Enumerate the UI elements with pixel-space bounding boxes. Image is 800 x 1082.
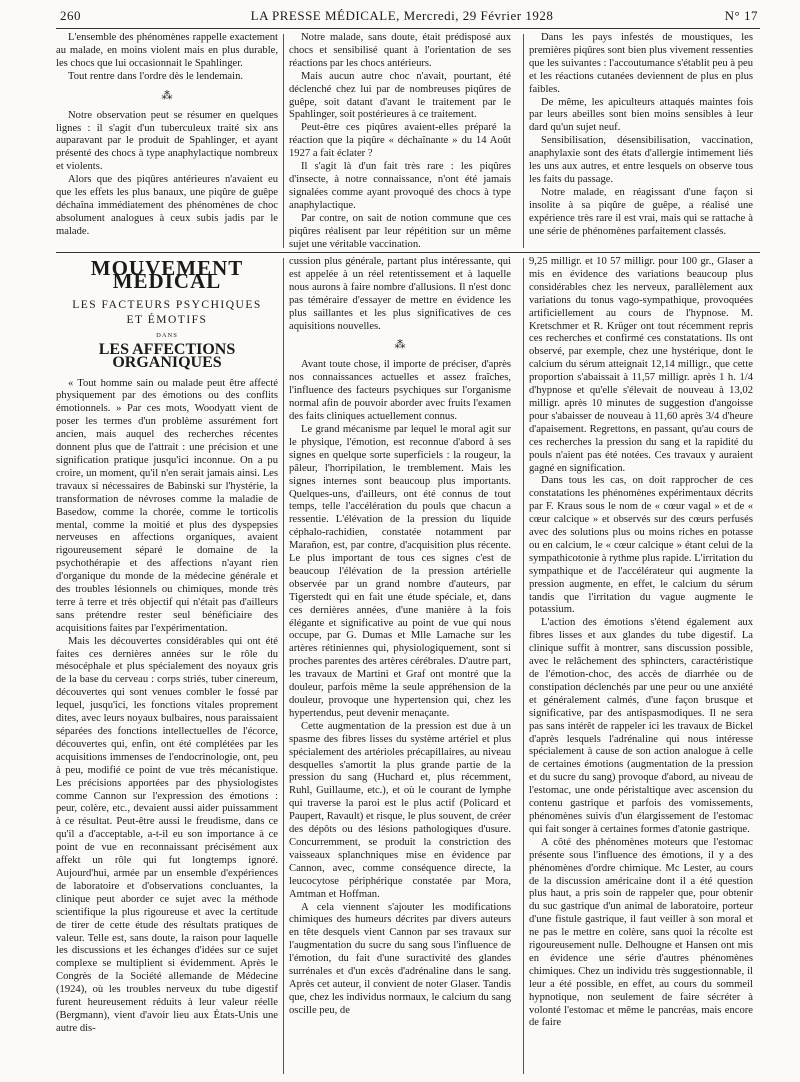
top-right-column (529, 32, 753, 239)
paragraph: 9,25 milligr. et 10 57 milligr. pour 100 gr., Glaser a mis en évidence des variations beaucoup plus considérables chez les nerveux, parallèlement aux variations du tonus vago-sympathique, provoquées artificiellement au cours de l'hypnose. M. Kretschmer et R. Krüger ont tout récemment repris ces recherches et confirmé ces constatations. Ils ont observé, par exemple, chez une hystérique, dont le calcium du sérum atteignait 12,14 milligr., que cette proportion s'abaissait à 11,57 milligr. après 1 h. 1/4 d'hypnose et qu'elle s'élevait de nouveau à 13,02 milligr. après 10 minutes de suggestion d'angoisse pour s'abaisser de nouveau à 11,60 après 3/4 d'heure d'apaisement. Regrettons, en passant, qu'au cours de ces recherches la pression du sang et la rapidité du pouls n'aient pas été notées. Ces travaux y auraient gagné en signification. (529, 256, 753, 474)
paragraph: Dans les pays infestés de moustiques, les premières piqûres sont bien plus vivement ressenties que les suivantes : l'accoutumance s'établit peu à peu et les réactions cutanées deviennent de plus en plus faibles. (529, 32, 753, 95)
paragraph: Notre malade, sans doute, était prédisposé aux chocs et sensibilisé quant à l'orientation de ses réactions par les chocs antérieurs. (289, 32, 511, 69)
paragraph: Peut-être ces piqûres avaient-elles préparé la réaction que la piqûre « déchaînante » du 14 Août 1927 a fait éclater ? (289, 122, 511, 160)
section-separator: ⁂ (394, 339, 406, 352)
paragraph: Notre observation peut se résumer en quelques lignes : il s'agit d'un tuberculeux traité six ans auparavant par le produit de Spahlinger, et ayant présenté des chocs à type anaphylactique nombreux et violents. (56, 109, 278, 173)
paragraph: Notre malade, en réagissant d'une façon si insolite à sa piqûre de guêpe, a réalisé une expérience très rare il est vrai, mais qui se rattache à une série de phénomènes parfaitement classés. (529, 186, 753, 237)
running-header (46, 8, 758, 26)
paragraph: « Tout homme sain ou malade peut être affecté physiquement par des émotions ou des conflits émotionnels. » Par ces mots, Woodyatt vient de poser les termes d'un problème assurément fort ancien, mais auquel des recherches récentes donnent plus que de l'attrait : une précision et une signification pratique jusqu'ici inconnue. On a pu croire, un moment, qu'il n'en serait jamais ainsi. Les travaux si nécessaires de Babinski sur l'hystérie, la transformation de névroses comme la maladie de Basedow, comme la chorée, comme le torticolis mental, comme la moitié et plus des dyspepsies nerveuses en affections organiques, avaient rigoureusement séparé le domaine de la psychothérapie et des affections n'ayant rien d'organique du monde de la médecine générale et des troubles lésionnels ou chimiques, monde très terre à terre et très objectif qui n'était pas d'ailleurs sans prétendre rester seul bénéficiaire des acquisitions faites par l'expérimentation. (56, 377, 278, 634)
column-divider (283, 258, 284, 1074)
top-left-column (56, 32, 278, 239)
article-title-line-1: LES FACTEURS PSYCHIQUES (72, 298, 262, 311)
bottom-middle-column (289, 256, 511, 1018)
paragraph: Par contre, on sait de notion commune que ces piqûres réalisent par leur répétition sur un même sujet une véritable vaccination. (289, 212, 511, 250)
paragraph: Tout rentre dans l'ordre dès le lendemain. (68, 70, 244, 82)
top-middle-column (289, 32, 511, 251)
bottom-left-column (56, 256, 278, 1036)
paragraph: A cela viennent s'ajouter les modifications chimiques des humeurs décrites par divers auteurs en tête desquels vient Cannon par ses travaux sur l'augmentation du sucre du sang sous l'influence de l'émotion, du fait d'une suractivité des glandes surrénales et d'un excès d'adrénaline dans le sang. Après cet auteur, il convient de noter Glaser. Tandis que, chez les individus normaux, le calcium du sang oscille peu, de (289, 901, 511, 1016)
article-title-connector: DANS (156, 331, 178, 339)
article-title-main: LES AFFECTIONS ORGANIQUES (98, 340, 236, 371)
column-divider (283, 34, 284, 248)
paragraph: A côté des phénomènes moteurs que l'estomac présente sous l'influence des émotions, il y a des phénomènes d'ordre chimique. Mc Lester, au cours de la discussion américaine dont il a été question plus haut, a pris soin de rappeler que, pour obtenir du suc gastrique d'un animal de laboratoire, porteur d'une fistule gastrique, il faut veiller à son moral et ne pas le mettre en colère, sans quoi la récolte est rigoureusement nulle. Delhougne et Hansen ont mis en évidence une série d'autres phénomènes chimiques. Chez un individu très suggestionnable, il leur a été possible, en effet, au cours du sommeil hypnotique, non seulement de faire sécréter à volonté l'estomac et même le pancréas, mais encore de faire (529, 836, 753, 1029)
column-divider (523, 34, 524, 248)
paragraph: Cette augmentation de la pression est due à un spasme des fibres lisses du système artériel et plus spécialement des artérioles précapillaires, au niveau desquelles s'amortit la plus grande partie de la pression du sang (Huchard et, plus récemment, Ruhl, Guillaume, etc.), et où le courant de lymphe qui traverse la paroi est le plus actif (Policard et Paupert, Ravault) et risque, le plus souvent, de créer des dépôts ou des lésions pathologiques d'usure. Concurremment, se produit la constriction des vaisseaux splanchniques mise en évidence par Cannon, avec, comme conséquence directe, la leucocytose périphérique constatée par Mora, Amtman et Hoffman. (289, 720, 511, 900)
paragraph: Mais les découvertes considérables qui ont été faites ces dernières années sur le rôle du mésocéphale et plus spécialement des noyaux gris de la base du cerveau : corps striés, tuber cinereum, découvertes qui sont venues combler le fossé par lequel, jusqu'ici, les fonctions vitales proprement dites, avec leurs noyaux bulbaires, nous paraissaient séparées des fonctions intellectuelles de l'écorce, découvertes qui, enfin, ont été complétées par les acquisitions immenses de l'endocrinologie, ont, peu à peu, modifié ce point de vue très mécanistique. Les précisions apportées par des physiologistes comme Cannon sur l'expression des émotions : peur, colère, etc., devaient aussi aider puissamment à ce résultat. Peut-être aussi le freudisme, dans ce qu'il a d'acceptable, a-t-il eu son importance à ce point de vue en reconnaissant précisément aux affekt un rôle qui fut longtemps ignoré. Aujourd'hui, armée par un ensemble d'expériences de laboratoire et d'observations concluantes, la clinique peut aborder ce sujet avec la méthode scientifique la plus rigoureuse et avec la certitude de tirer de cette étude des résultats pratiques de valeur. Telle est, sans doute, la raison pour laquelle les discussions et les échanges d'idées sur ce sujet complexe se multiplient si évidemment. Après le Congrès de la Société allemande de Médecine (1924), où les troubles nerveux du tube digestif furent heureusement réduits à leur valeur réelle (Bergmann), vient d'avoir lieu aux États-Unis une autre dis- (56, 635, 278, 1034)
page-number: 260 (60, 8, 81, 23)
paragraph: L'action des émotions s'étend également aux fibres lisses et aux glandes du tube digestif. La clinique suffit à montrer, sans discussion possible, avec le relâchement des sphincters, caractéristique de l'émotion-choc, des accès de diarrhée ou de constipation déclenchés par une peur ou une anxiété et généralement calmés, d'une façon brusque et significative, par des antispasmodiques. Il ne sera pas sans intérêt de rappeler ici les travaux de Bickel d'après lesquels l'adrénaline qui nous intéresse spécialement à cause de son action analogue à celle de certaines émotions (augmentation de la pression et du sucre du sang) provoque d'abord, au niveau de l'estomac, une onde péristaltique avec ascension du contenu gastrique et parfois des vomissements, phénomènes suivis d'un élargissement de l'estomac qui fait songer à certaines formes d'atonie gastrique. (529, 617, 753, 835)
column-divider (523, 258, 524, 1074)
header-rule (56, 28, 760, 29)
paragraph: Il s'agit là d'un fait très rare : les piqûres d'insecte, à notre connaissance, n'ont été jamais signalées comme ayant provoqué des chocs à type anaphylactique. (289, 161, 511, 211)
paragraph: De même, les apiculteurs attaqués maintes fois par leurs abeilles sont bien moins sensibles à leur dard qu'un sujet neuf. (529, 96, 753, 134)
journal-title: LA PRESSE MÉDICALE, Mercredi, 29 Février 1928 (250, 8, 554, 23)
paragraph: Sensibilisation, désensibilisation, vaccination, anaphylaxie sont des états d'allergie intimement liés les uns aux autres, et entre lesquels on observe tous les faits du passage. (529, 135, 753, 185)
section-separator: ⁂ (161, 89, 173, 102)
paragraph: Le grand mécanisme par lequel le moral agit sur le physique, l'émotion, est reconnue d'abord à ses signes en quelque sorte superficiels : la rougeur, la pâleur, l'horripilation, le tremblement. Mais les signes internes sont beaucoup plus importants. Quelques-uns, d'ailleurs, ont été connus de tout temps, telle l'accélération du pouls que chacun a ressentie. L'élévation de la pression du liquide céphalo-rachidien, constatée notamment par Marañon, est, par contre, d'acquisition plus récente. Le plus important de tous ces signes c'est de beaucoup l'élévation de la pression artérielle observée par un grand nombre d'auteurs, par Tigerstedt qui en fait une étude spéciale, et, dans ces dernières années, d'une manière à la fois élégante et significative au point de vue qui nous occupe, par G. Dumas et Mlle Lamache sur les artères rétiniennes qui, physiologiquement, sont si proches parentes des artères cérébrales. D'autre part, les travaux de Martini et Graf ont montré que la douleur, parfois même la seule appréhension de la douleur, provoque une hypertension qui, chez les hypertendus, peut devenir menaçante. (289, 423, 511, 719)
paragraph: Mais aucun autre choc n'avait, pourtant, été déclenché chez lui par de nombreuses piqûres de guêpe, soit datant d'avant le traitement par le Spahlinger, soit postérieures à ce traitement. (289, 70, 511, 121)
article-title-line-2: ET ÉMOTIFS (126, 313, 208, 326)
issue-number: N° 17 (724, 8, 758, 23)
paragraph: Alors que des piqûres antérieures n'avaient eu que les effets les plus banaux, une piqûre de guêpe déchaîna immédiatement des phénomènes de choc absolument analogues à ceux subis jadis par le malade. (56, 174, 278, 237)
paragraph: L'ensemble des phénomènes rappelle exactement au malade, en moins violent mais en plus durable, les chocs que lui occasionnait le Spahlinger. (56, 32, 278, 69)
section-rule (56, 252, 760, 253)
section-heading: MOUVEMENT MÉDICAL (90, 256, 244, 293)
paragraph: cussion plus générale, partant plus intéressante, qui est appelée à un réel retentissement et à laquelle nous aurons à faire nombre d'allusions. Il n'est donc pas téméraire d'essayer de mettre en évidence les plus saillantes et les plus significatives de ces aquisitions nouvelles. (289, 256, 511, 332)
paragraph: Avant toute chose, il importe de préciser, d'après nos connaissances actuelles et assez fraîches, l'influence des facteurs psychiques sur l'organisme normal afin de pouvoir aborder avec fruits l'examen des faits cliniques actuellement connus. (289, 359, 511, 423)
paragraph: Dans tous les cas, on doit rapprocher de ces constatations les phénomènes expérimentaux décrits par F. Kraus sous le nom de « cœur vagal » et de « cœur calcique » et observés sur des cœurs perfusés avec des solutions plus ou moins riches en potasse ou en calcium, le « cœur calcique » étant celui de la sympathicotonie à rythme plus rapide. L'irritation du sympathique et de l'accélérateur qui augmente la pression augmente, en effet, le calcium du sérum tandis que l'irritation du vague augmente le potassium. (529, 475, 753, 616)
bottom-right-column (529, 256, 753, 1030)
